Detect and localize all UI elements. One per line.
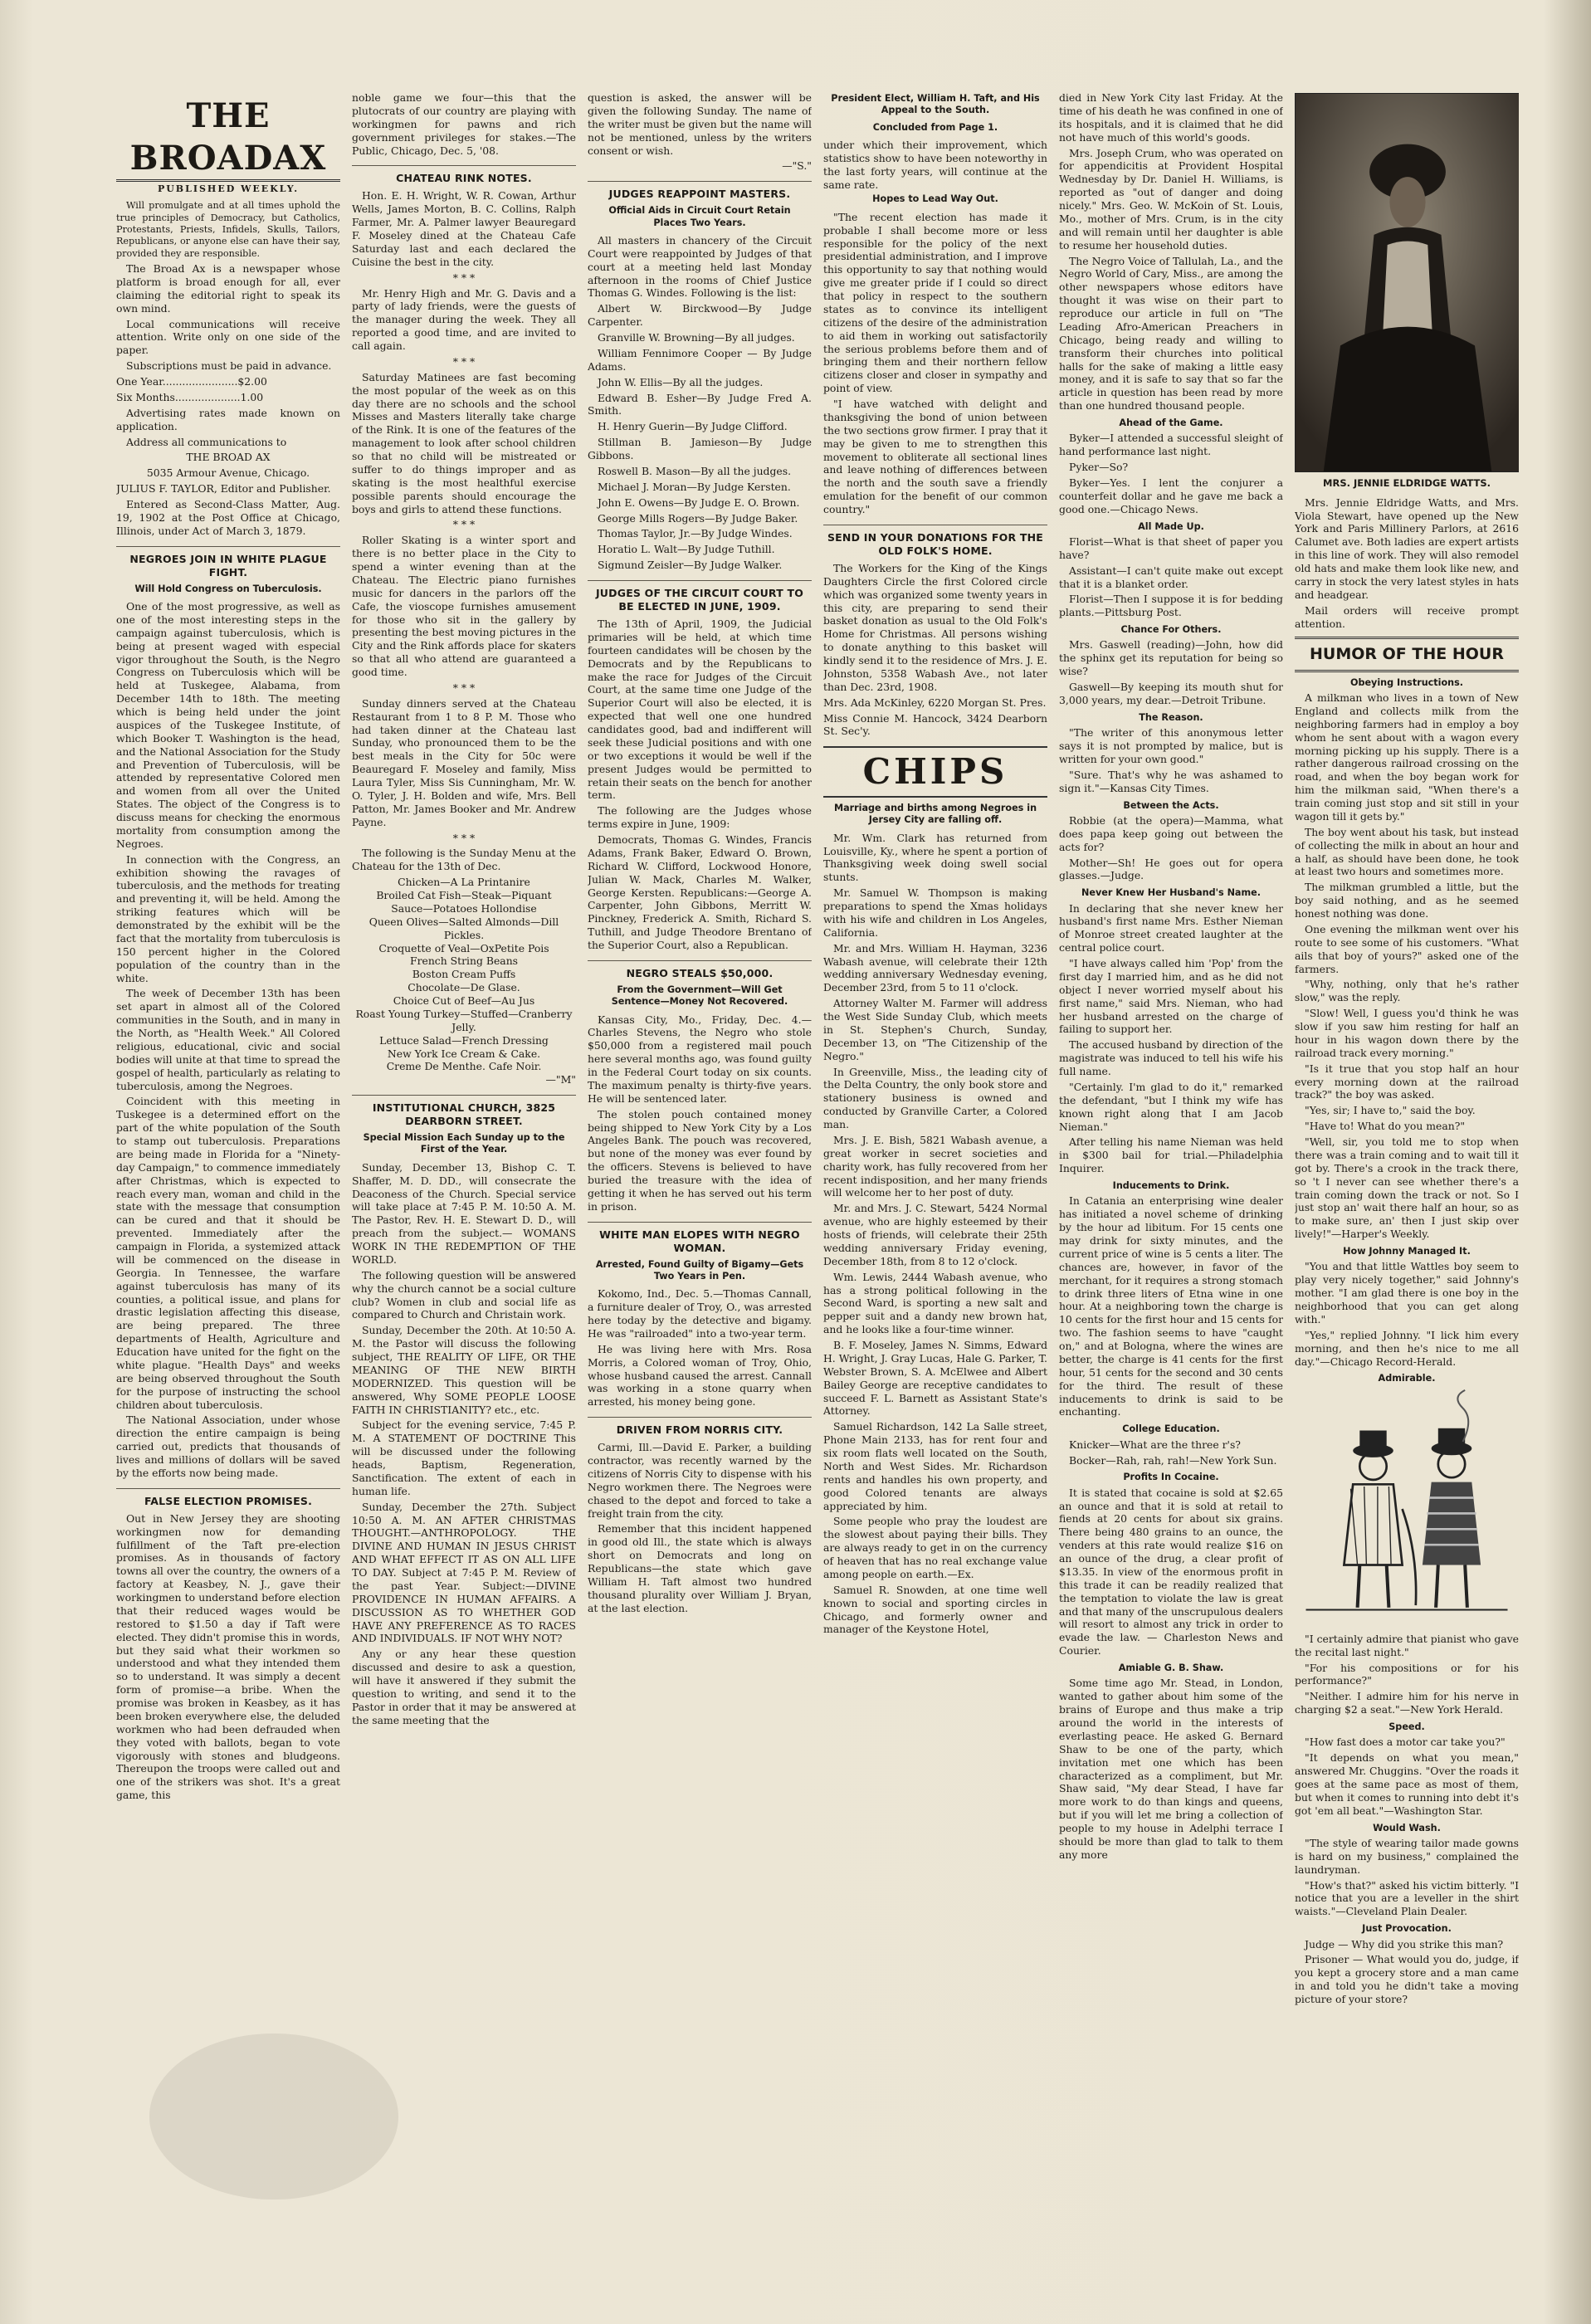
item-title: How Johnny Managed It. (1343, 1246, 1471, 1257)
menu-item: Broiled Cat Fish—Steak—Piquant (376, 889, 552, 901)
paragraph: Gaswell—By keeping its mouth shut for 3,000 years, my dear.—Detroit Tribune. (1059, 681, 1283, 706)
article-subhead: Official Aids in Circuit Court Retain Places Two Years. (608, 205, 791, 228)
columns (116, 91, 1519, 2299)
paragraph: The week of December 13th has been set apart in almost all of the Colored communities in the South, and in many in the North, as "Health Week." All Colored religious, educational, civic and social bodies will unite at that time to spread the gospel of health, particularly as relating to tuberculosis, among the Negroes. (116, 987, 340, 1092)
paragraph: "I have always called him 'Pop' from the first day I married him, and as he did not object I never worried myself about his first name," said Mrs. Nieman, who had her husband arrested on the charge of failing to support her. (1059, 957, 1283, 1036)
item-title: Speed. (1388, 1721, 1425, 1733)
paragraph: Address all communications to (126, 435, 287, 448)
paragraph: William Fennimore Cooper — By Judge Adams. (588, 346, 812, 373)
paragraph: Carmi, Ill.—David E. Parker, a building contractor, was recently warned by the citizens of Norris City to dispense with his Negro workmen there. The Negroes were chased to the depot and forced to take a freight train from the city. (588, 1441, 812, 1520)
article-headline: NEGROES JOIN IN WHITE PLAGUE FIGHT. (116, 546, 340, 579)
column-3-body (588, 91, 812, 1615)
paragraph: "Is it true that you stop half an hour every morning down at the railroad track?" the boy was asked. (1295, 1062, 1519, 1101)
article-subhead: Will Hold Congress on Tuberculosis. (134, 583, 322, 594)
paragraph: Kansas City, Mo., Friday, Dec. 4.—Charles Stevens, the Negro who stole $50,000 from a registered mail pouch here several months ago, was found guilty in the Federal Court today on six counts. The maximum penalty is thirty-five years. He will be sentenced later. (588, 1013, 812, 1105)
paragraph: question is asked, the answer will be given the following Sunday. The name of the writer must be given but the name will not be mentioned, unless by the writers consent or wish. (588, 91, 812, 157)
paragraph: Mr. and Mrs. William H. Hayman, 3236 Wabash avenue, will celebrate their 12th wedding anniversary Wednesday evening, December 23rd, from 5 to 11 o'clock. (823, 941, 1047, 994)
paragraph: Granville W. Browning—By all judges. (598, 331, 795, 344)
paragraph: Mail orders will receive prompt attention. (1295, 603, 1519, 630)
column-6-body (1295, 93, 1519, 2006)
paragraph: Wm. Lewis, 2444 Wabash avenue, who has a strong political following in the Second Ward, is sporting a new salt and pepper suit and a dandy new brown hat, and he looks like a four-time winner. (823, 1270, 1047, 1336)
item-title: Would Wash. (1373, 1822, 1441, 1833)
paragraph: Florist—What is that sheet of paper you have? (1059, 535, 1283, 561)
column-5-body (1059, 91, 1283, 1862)
paragraph: JULIUS F. TAYLOR, Editor and Publisher. (116, 482, 331, 496)
paragraph: The stolen pouch contained money being shipped to New York City by a Los Angeles Bank. The pouch was recovered, but none of the money was ever found by the officers. Stevens is believed to have buried the treasure with the idea of getting it when he has served out his term in prison. (588, 1107, 812, 1213)
paragraph: The boy went about his task, but instead of collecting the milk in about an hour and a half, as should have been done, he took at least two hours and sometimes more. (1295, 825, 1519, 878)
paragraph: "I have watched with delight and thanksgiving the bond of union between the two sections grow firmer. I pray that it may be given to me to strengthen this movement to obliterate all sectional lines and leave nothing of differences between the north and the south save a friendly emulation for the benefit of our common country." (823, 398, 1047, 516)
centered-line: * * * (452, 518, 476, 531)
article-headline: FALSE ELECTION PROMISES. (116, 1488, 340, 1508)
paragraph: "How's that?" asked his victim bitterly. "I notice that you are a leveller in the shirt waists."—Cleveland Plain Dealer. (1295, 1878, 1519, 1918)
article-headline: JUDGES OF THE CIRCUIT COURT TO BE ELECTED IN JUNE, 1909. (588, 580, 812, 613)
paragraph: "The writer of this anonymous letter says it is not prompted by malice, but is written for your own good." (1059, 726, 1283, 765)
article-subhead: Concluded from Page 1. (872, 121, 998, 133)
paragraph: Miss Connie M. Hancock, 3424 Dearborn St. Sec'y. (823, 711, 1047, 738)
masthead-title: THE BROADAX (116, 95, 340, 182)
paragraph: Mr. Samuel W. Thompson is making preparations to spend the Xmas holidays with his wife and children in Los Angeles, California. (823, 886, 1047, 939)
paragraph: "Slow! Well, I guess you'd think he was slow if you saw him resting for half an hour in his wagon down there by the railroad track every morning." (1295, 1007, 1519, 1059)
paragraph: Robbie (at the opera)—Mamma, what does papa keep going out between the acts for? (1059, 813, 1283, 853)
paragraph: "The recent election has made it probable I shall become more or less responsible for the policy of the next presidential administration, and I improve this opportunity to say that nothing would give me greater pride if I could so direct that policy in respect to the southern states as to convince its intelligent citizens of the desire of the administration to aid them in working out satisfactorily the serious problems before them and of bringing them and their northern fellow citizens closer and closer in sympathy and point of view. (823, 210, 1047, 395)
item-title: Between the Acts. (1123, 799, 1219, 811)
article-headline: JUDGES REAPPOINT MASTERS. (588, 181, 812, 201)
paragraph: The Workers for the King of the Kings Daughters Circle the first Colored circle which was organized some twenty years in this city, are preparing to send their basket donation as usual to the Old Folk's Home for Christmas. All persons wishing to donate anything to this basket will kindly send it to the residence of Mrs. J. E. Johnston, 5358 Wabash Ave., not later than Dec. 23rd, 1908. (823, 561, 1047, 693)
paragraph: Sunday, December 13, Bishop C. T. Shaffer, M. D. DD., will consecrate the Deaconess of the Church. Special service will take place at 7:45 P. M. 10:50 A. M. The Pastor, Rev. H. E. Stewart D. D., will preach from the subject.— WOMANS WORK IN THE REDEMPTION OF THE WORLD. (352, 1160, 576, 1266)
paragraph: "The style of wearing tailor made gowns is hard on my business," complained the laundryman. (1295, 1836, 1519, 1876)
paragraph: John W. Ellis—By all the judges. (598, 375, 764, 388)
article-subhead: From the Government—Will Get Sentence—Money Not Recovered. (611, 984, 788, 1008)
menu-item: New York Ice Cream & Cake. (387, 1047, 541, 1060)
photo-caption: MRS. JENNIE ELDRIDGE WATTS. (1323, 477, 1491, 489)
item-title: Amiable G. B. Shaw. (1118, 1662, 1224, 1674)
paragraph: under which their improvement, which statistics show to have been noteworthy in the last forty years, will continue at the same rate. (823, 138, 1047, 191)
cartoon-illustration (1295, 1389, 1519, 1629)
paragraph: "I certainly admire that pianist who gave the recital last night." (1295, 1632, 1519, 1658)
article-headline: INSTITUTIONAL CHURCH, 3825 DEARBORN STREET. (352, 1095, 576, 1128)
item-title: Never Knew Her Husband's Name. (1081, 887, 1261, 899)
paragraph: Kokomo, Ind., Dec. 5.—Thomas Cannall, a furniture dealer of Troy, O., was arrested here today by the detective and bigamy. He was "railroaded" into a two-year term. (588, 1287, 812, 1340)
menu-item: Croquette of Veal—OxPetite Pois (378, 941, 549, 954)
menu-item: Queen Olives—Salted Almonds—Dill Pickles. (368, 915, 559, 941)
paragraph: Mr. Wm. Clark has returned from Louisville, Ky., where he spent a portion of Thanksgiving week doing swell social stunts. (823, 831, 1047, 884)
item-title: Obeying Instructions. (1349, 676, 1464, 688)
column-4-body (823, 93, 1047, 1636)
item-title: Profits In Cocaine. (1123, 1472, 1219, 1483)
article-headline: SEND IN YOUR DONATIONS FOR THE OLD FOLK'S HOME. (823, 525, 1047, 558)
article-headline: CHATEAU RINK NOTES. (352, 165, 576, 185)
paragraph: The following is the Sunday Menu at the Chateau for the 13th of Dec. (352, 847, 576, 873)
centered-line: 5035 Armour Avenue, Chicago. (146, 466, 310, 480)
menu-item: Boston Cream Puffs (412, 968, 516, 981)
menu-item: Roast Young Turkey—Stuffed—Cranberry Jelly. (355, 1007, 573, 1033)
paragraph: Coincident with this meeting in Tuskegee is a determined effort on the part of the white population of the South to stamp out tuberculosis. Preparations are being made in Florida for a "Ninety-day Campaign," to commence immediately after Christmas, which is expected to reach every man, woman and child in the state with the message that consumption can be cured and that it should be prevented. Immediately after the campaign in Florida, a systemized attack will be commenced on the disease in Georgia. In Tennessee, the warfare against tuberculosis has many of its counties, a political issue, and plans for drastic legislation affecting this disease, are being prepared. The three departments of Health, Agriculture and Education have united for the fight on the white plague. "Health Days" and weeks are being observed throughout the South for the purpose of instructing the school children about tuberculosis. (116, 1095, 340, 1411)
menu-item: Creme De Menthe. Cafe Noir. (386, 1060, 542, 1073)
paragraph: Knicker—What are the three r's? (1069, 1438, 1241, 1451)
portrait-photo (1295, 93, 1519, 472)
article-subhead: Hopes to Lead Way Out. (872, 193, 998, 205)
paragraph: "Certainly. I'm glad to do it," remarked the defendant, "but I think my wife has known right along that I am Jacob Nieman." (1059, 1080, 1283, 1133)
paragraph: Mrs. Gaswell (reading)—John, how did the sphinx get its reputation for being so wise? (1059, 638, 1283, 678)
paragraph: In Catania an enterprising wine dealer has initiated a novel scheme of drinking by the hour ad libitum. For 15 cents one may drink for sixty minutes, and the current price of wine is 5 cents a liter. The chances are, however, in favor of the merchant, for it requires a strong stomach to drink three liters of Etna wine in one hour. At a neighboring town the charge is 10 cents for the first hour and 15 cents for two. The fashion seems to have "caught on," and at Bologna, where the wines are better, the charge is 41 cents for the first hour, 51 cents for the second and 30 cents for the third. The result of these inducements to drink is said to be enchanting. (1059, 1194, 1283, 1418)
paragraph: Mrs. Ada McKinley, 6220 Morgan St. Pres. (823, 696, 1047, 709)
paragraph: The accused husband by direction of the magistrate was induced to tell his wife his full name. (1059, 1038, 1283, 1078)
paragraph: "Yes, sir; I have to," said the boy. (1305, 1104, 1476, 1117)
item-title: The Reason. (1139, 711, 1203, 723)
paragraph: George Mills Rogers—By Judge Baker. (598, 511, 798, 525)
item-title: Admirable. (1378, 1373, 1436, 1384)
article-subhead: Arrested, Found Guilty of Bigamy—Gets Two Years in Pen. (595, 1258, 804, 1282)
column-2 (352, 91, 576, 2299)
paragraph: Attorney Walter M. Farmer will address the West Side Sunday Club, which meets in St. Stephen's Church, Sunday, December 13, on "The Citizenship of the Negro." (823, 997, 1047, 1062)
paragraph: "Well, sir, you told me to stop when there was a train coming and to wait till it got by. There's a crook in the track there, so 't I never can see whether there's a train coming down the track or not. So I just stop an' wait there half an hour, so as to make sure, an' then I just skip over lively!"—Harper's Weekly. (1295, 1135, 1519, 1241)
paragraph: Prisoner — What would you do, judge, if you kept a grocery store and a man came in and told you he didn't take a moving picture of your store? (1295, 1953, 1519, 2005)
paragraph: "Sure. That's why he was ashamed to sign it."—Kansas City Times. (1059, 768, 1283, 794)
paragraph: In Greenville, Miss., the leading city of the Delta Country, the only book store and stationery business is owned and conducted by Granville Carter, a Colored man. (823, 1065, 1047, 1131)
article-headline: DRIVEN FROM NORRIS CITY. (588, 1417, 812, 1437)
paragraph: Thomas Taylor, Jr.—By Judge Windes. (598, 527, 793, 540)
paragraph: Mother—Sh! He goes out for opera glasses.—Judge. (1059, 856, 1283, 882)
centered-line: * * * (452, 354, 476, 368)
paragraph: Samuel Richardson, 142 La Salle street, Phone Main 2133, has for rent four and six room flats well located on the South, North and West Sides. Mr. Richardson rents and handles his own property, and good Colored tenants are always appreciated by him. (823, 1420, 1047, 1512)
humor-banner: HUMOR OF THE HOUR (1295, 637, 1519, 671)
paragraph: Subscriptions must be paid in advance. (126, 359, 332, 373)
paragraph: In connection with the Congress, an exhibition showing the ravages of tuberculosis, and the methods for treating and preventing it, will be held. Among the striking features which will be demonstrated by the exhibit will be the fact that the mortality from tuberculosis is 150 percent higher in the Colored population of the country than in the white. (116, 852, 340, 984)
centered-line: THE BROAD AX (186, 451, 271, 464)
paragraph: Judge — Why did you strike this man? (1305, 1937, 1504, 1950)
paragraph: Entered as Second-Class Matter, Aug. 19, 1902 at the Post Office at Chicago, Illinois, under Act of March 3, 1879. (116, 498, 340, 537)
paragraph: Advertising rates made known on application. (116, 406, 340, 432)
paragraph: "Yes," replied Johnny. "I lick him every morning, and then he's nice to me all day."—Chicago Record-Herald. (1295, 1328, 1519, 1368)
paragraph: Some time ago Mr. Stead, in London, wanted to gather about him some of the brains of Europe and thus make a trip around the world in the interests of everlasting peace. He asked G. Bernard Shaw to be one of the party, which invitation met one which has been characterized as a compliment, but Mr. Shaw said, "My dear Stead, I have far more work to do than kings and queens, but if you will let me bring a collection of people to my house in Adelphi terrace I should be more than glad to talk to them any more (1059, 1677, 1283, 1861)
paragraph: The National Association, under whose direction the entire campaign is being carried out, predicts that thousands of lives and millions of dollars will be saved by the efforts now being made. (116, 1413, 340, 1479)
paragraph: Sunday dinners served at the Chateau Restaurant from 1 to 8 P. M. Those who had taken dinner at the Chateau last Sunday, who pronounced them to be the best meals in the City for 50c were Beauregard F. Moseley and family, Miss Laura Tyler, Miss Sis Cunningham, Mr. W. O. Tyler, J. H. Bolden and wife, Mrs. Bell Patton, Mr. James Booker and Mr. Andrew Payne. (352, 696, 576, 828)
paragraph: He was living here with Mrs. Rosa Morris, a Colored woman of Troy, Ohio, whose husband caused the arrest. Cannall was working in a stone quarry when arrested, his money being gone. (588, 1342, 812, 1409)
paragraph: Michael J. Moran—By Judge Kersten. (598, 480, 791, 493)
paragraph: Some people who pray the loudest are the slowest about paying their bills. They are always ready to get in on the currency of heaven that has no real exchange value among people on earth.—Ex. (823, 1515, 1047, 1580)
paragraph: The 13th of April, 1909, the Judicial primaries will be held, at which time fourteen candidates will be chosen by the Democrats and by the Republicans to make the race for Judges of the Circuit Court, at the same time one Judge of the Superior Court will also be elected, it is expected that well one one hundred candidates good, bad and indifferent will seek these Judicial positions and with one or two exceptions it would be well if the present Judges would be permitted to retain their seats on the bench for another term. (588, 618, 812, 802)
menu-item: Chicken—A La Printanire (398, 876, 530, 889)
paragraph: Bocker—Rah, rah, rah!—New York Sun. (1069, 1453, 1277, 1467)
masthead-intro: Will promulgate and at all times uphold the true principles of Democracy, but Catholics, Protestants, Priests, Infidels, Skulls, Tailors, Republicans, or anyone else can have their say, provided they are responsible. (116, 200, 340, 259)
masthead-subtitle: PUBLISHED WEEKLY. (157, 183, 300, 195)
paragraph: "How fast does a motor car take you?" (1305, 1736, 1506, 1749)
paragraph: Horatio L. Walt—By Judge Tuthill. (598, 543, 775, 556)
paragraph: Sigmund Zeisler—By Judge Walker. (598, 559, 783, 572)
paragraph: Mrs. Jennie Eldridge Watts, and Mrs. Viola Stewart, have opened up the New York and Paris Millinery Parlors, at 2616 Calumet ave. Both ladies are expert artists in this line of work. They will also remodel old hats and make them look like new, and carry in stock the very latest styles in hats and headgear. (1295, 496, 1519, 601)
paragraph: Mr. and Mrs. J. C. Stewart, 5424 Normal avenue, who are highly esteemed by their hosts of friends, will celebrate their 25th wedding anniversary Friday evening, December 18th, from 8 to 12 o'clock. (823, 1202, 1047, 1267)
item-title: College Education. (1122, 1423, 1220, 1435)
paragraph: Democrats, Thomas G. Windes, Francis Adams, Frank Baker, Edward O. Brown, Richard W. Clifford, Lockwood Honore, Julian W. Mack, Charles M. Walker, George Kersten. Republicans:—George A. Carpenter, John Gibbons, Merritt W. Pinckney, Frederick A. Smith, Richard S. Tuthill, and Judge Theodore Brentano of the Superior Court, also a Republican. (588, 833, 812, 952)
paragraph: "Have to! What do you mean?" (1305, 1120, 1466, 1133)
article-subhead: Special Mission Each Sunday up to the First of the Year. (363, 1132, 565, 1155)
paragraph: Subject for the evening service, 7:45 P. M. A STATEMENT OF DOCTRINE This will be discussed under the following heads, Baptism, Regeneration, Sanctification. The extent of each in human life. (352, 1418, 576, 1497)
paragraph: It is stated that cocaine is sold at $2.65 an ounce and that it is sold at retail to fiends at 20 cents for about six grains. There being 480 grains to an ounce, the venders at this rate would realize $16 on an ounce of the drug, a clear profit of $13.35. In view of the enormous profit in this trade it can be readily realized that the temptation to violate the law is great and that many of the unscrupulous dealers will resort to almost any trick in order to evade the law. — Charleston News and Courier. (1059, 1486, 1283, 1658)
centered-line: * * * (452, 271, 476, 284)
article-subhead: President Elect, William H. Taft, and His Appeal to the South. (831, 93, 1040, 116)
paragraph: After telling his name Nieman was held in $300 bail for trial.—Philadelphia Inquirer. (1059, 1135, 1283, 1175)
centered-line: * * * (452, 831, 476, 844)
paragraph: All masters in chancery of the Circuit Court were reappointed by Judges of that court at a meeting held last Monday afternoon in the rooms of Chief Justice Thomas G. Windes. Following is the list: (588, 233, 812, 300)
signature: —"M" (545, 1073, 576, 1086)
column-3 (588, 91, 812, 2299)
paragraph: B. F. Moseley, James N. Simms, Edward H. Wright, J. Gray Lucas, Hale G. Parker, T. Webster Brown, S. A. McElwee and Albert Bailey George are receptive candidates to succeed F. L. Barnett as Assistant State's Attorney. (823, 1339, 1047, 1418)
paragraph: Sunday, December the 20th. At 10:50 A. M. the Pastor will discuss the following subject, THE REALITY OF LIFE, OR THE MEANING OF THE NEW BIRTH MODERNIZED. This question will be answered, Why SOME PEOPLE LOOSE FAITH IN CHRISTIANITY? etc., etc. (352, 1324, 576, 1416)
paragraph: Stillman B. Jamieson—By Judge Gibbons. (588, 436, 812, 462)
paragraph: Byker—I attended a successful sleight of hand performance last night. (1059, 432, 1283, 458)
item-title: All Made Up. (1138, 520, 1204, 532)
paragraph: noble game we four—this that the plutocrats of our country are playing with workingmen for pawns and rich government privileges for stakes.—The Public, Chicago, Dec. 5, '08. (352, 91, 576, 157)
paragraph: Mrs. J. E. Bish, 5821 Wabash avenue, a great worker in secret societies and charity work, has fully recovered from her recent indisposition, and her many friends will welcome her to her post of duty. (823, 1133, 1047, 1199)
paragraph: "For his compositions or for his performance?" (1295, 1661, 1519, 1687)
article-headline: NEGRO STEALS $50,000. (588, 960, 812, 980)
article-headline: WHITE MAN ELOPES WITH NEGRO WOMAN. (588, 1222, 812, 1255)
paragraph: In declaring that she never knew her husband's first name Mrs. Esther Nieman of Monroe street created laughter at the central police court. (1059, 901, 1283, 954)
menu-item: Lettuce Salad—French Dressing (379, 1033, 549, 1047)
paragraph: Mrs. Joseph Crum, who was operated on for appendicitis at Provident Hospital Wednesday by Dr. Daniel H. Williams, is reported as "out of danger and doing nicely." Mrs. Geo. W. McKoin of St. Louis, Mo., mother of Mrs. Crum, is in the city and will remain until her daughter is able to resume her household duties. (1059, 146, 1283, 251)
paragraph: died in New York City last Friday. At the time of his death he was confined in one of its hospitals, and it is claimed that he did not have much of this world's goods. (1059, 91, 1283, 144)
centered-line: * * * (452, 681, 476, 694)
paragraph: One Year.......................$2.00 (116, 375, 267, 388)
paragraph: Florist—Then I suppose it is for bedding plants.—Pittsburg Post. (1059, 593, 1283, 619)
paragraph: John E. Owens—By Judge E. O. Brown. (598, 496, 800, 509)
paragraph: One of the most progressive, as well as one of the most interesting steps in the campaign against tuberculosis, which is being at present waged with especial vigor throughout the South, is the Negro Congress on Tuberculosis which will be held at Tuskegee, Alabama, from December 14th to 18th. The meeting which is being held under the joint auspices of the Tuskegee Institute, of which Booker T. Washington is the head, and the National Association for the Study and Prevention of Tuberculosis, will be attended by representative Colored men and women from all over the United States. The object of the Congress is to discuss means for checking the enormous mortality from consumption among the Negroes. (116, 600, 340, 850)
column-4 (823, 91, 1047, 2299)
paragraph: Pyker—So? (1069, 461, 1129, 474)
column-5 (1059, 91, 1283, 2299)
menu-item: Sauce—Potatoes Hollondise (391, 901, 537, 915)
paragraph: Any or any hear these question discussed and desire to ask a question, will have it answered if they submit the question to writing, and send it to the Pastor in order that it may be answered at the same meeting that the (352, 1648, 576, 1726)
paragraph: "Why, nothing, only that he's rather slow," was the reply. (1295, 978, 1519, 1004)
paragraph: Roller Skating is a winter sport and there is no better place in the City to spend a winter evening than at the Chateau. The Electric piano furnishes music for dancers in the parlors off the Cafe, the vioscope furnishes amusement for those who sit in the gallery by presenting the best moving pictures in the City and the Rink affords place for skaters so that all who attend are guaranteed a good time. (352, 534, 576, 678)
signature: —"S." (782, 159, 812, 173)
paragraph: The Broad Ax is a newspaper whose platform is broad enough for all, ever claiming the editorial right to speak its own mind. (116, 262, 340, 315)
item-title: Chance For Others. (1120, 624, 1222, 636)
paragraph: Samuel R. Snowden, at one time well known to social and sporting circles in Chicago, and formerly owner and manager of the Keystone Hotel, (823, 1583, 1047, 1636)
menu-item: French String Beans (409, 954, 519, 968)
paragraph: A milkman who lives in a town of New England and collects milk from the neighboring farmers had in employ a boy whom he sent about with a wagon every morning picking up his supply. There is a rather dangerous railroad crossing on the road, and when the boy began work for him the milkman said, "When there's a train coming just stop and sit still in your wagon till it gets by." (1295, 691, 1519, 823)
chips-banner: CHIPS (823, 746, 1047, 798)
paragraph: The following question will be answered why the church cannot be a social culture club? Women in club and social life as compared to Church and Christain work. (352, 1268, 576, 1321)
paragraph: Six Months....................1.00 (116, 390, 264, 403)
item-title: Inducements to Drink. (1112, 1180, 1230, 1192)
paragraph: Remember that this incident happened in good old Ill., the state which is always short on Democrats and long on Republicans—the state which gave William H. Taft almost two hundred thousand plurality over William J. Bryan, at the last election. (588, 1522, 812, 1614)
paragraph: Albert W. Birckwood—By Judge Carpenter. (588, 302, 812, 329)
paragraph: "You and that little Wattles boy seem to play very nicely together," said Johnny's mother. "I am glad there is one boy in the neighborhood that you can get along with." (1295, 1260, 1519, 1326)
paragraph: The milkman grumbled a little, but the boy said nothing, and as he seemed honest nothing was done. (1295, 881, 1519, 920)
column-1 (116, 91, 340, 2299)
column-2-body (352, 91, 576, 1727)
paragraph: H. Henry Guerin—By Judge Clifford. (598, 420, 788, 433)
paragraph: One evening the milkman went over his route to see some of his customers. "What ails that boy of yours?" asked one of the farmers. (1295, 922, 1519, 975)
item-title: Ahead of the Game. (1119, 417, 1223, 428)
paragraph: "It depends on what you mean," answered Mr. Chuggins. "Over the roads it goes at the same pace as most of them, but when it comes to running into debt it's got 'em all beat."—Washington Star. (1295, 1751, 1519, 1817)
paragraph: "Neither. I admire him for his nerve in charging $2 a seat."—New York Herald. (1295, 1690, 1519, 1716)
menu-item: Choice Cut of Beef—Au Jus (393, 994, 535, 1007)
column-1-body (116, 262, 340, 1802)
menu-item: Chocolate—De Glase. (408, 981, 520, 994)
paragraph: The following are the Judges whose terms expire in June, 1909: (588, 804, 812, 831)
paragraph: Saturday Matinees are fast becoming the most popular of the week as on this day there are no schools and the school Misses and Masters literally take charge of the Rink. It is one of the features of the management to look after school children so that no child will be mistreated or suffer to do things improper and as skating is the most healthful exercise possible parents should encourage the boys and girls to attend these functions. (352, 370, 576, 515)
paragraph: Out in New Jersey they are shooting workingmen now for demanding fulfillment of the Taft pre-election promises. As in thousands of factory towns all over the country, the owners of a factory at Keasbey, N. J., gave their workingmen to understand before election that their reduced wages would be restored to $1.50 a day if Taft were elected. They didn't promise this in words, but they said what their workmen so understood and what they intended them so to understand. It was simply a decent form of promise—a bribe. When the promise was broken in Keasbey, as it has been broken everywhere else, the deluded workmen who had been defrauded when they voted with ballots, began to vote vigorously with stones and bludgeons. Thereupon the troops were called out and one of the strikers was shot. It's a great game, this (116, 1511, 340, 1802)
paragraph: Local communications will receive attention. Write only on one side of the paper. (116, 317, 340, 357)
column-6 (1295, 91, 1519, 2299)
paragraph: Roswell B. Mason—By all the judges. (598, 464, 792, 477)
paragraph: Sunday, December the 27th. Subject 10:50 A. M. AN AFTER CHRISTMAS THOUGHT.—ANTHROPOLOGY. THE DIVINE AND HUMAN IN JESUS CHRIST AND WHAT EFFECT IT AS ON ALL LIFE TO DAY. Subject at 7:45 P. M. Review of the past Year. Subject:—DIVINE PROVIDENCE IN HUMAN AFFAIRS. A DISCUSSION AS TO WHETHER GOD HAVE ANY PREFERENCE AS TO RACES AND INDIVIDUALS. IF NOT WHY NOT? (352, 1500, 576, 1645)
paragraph: Mr. Henry High and Mr. G. Davis and a party of lady friends, were the guests of the manager during the week. They all reported a good time, and are invited to call again. (352, 286, 576, 352)
paragraph: Hon. E. H. Wright, W. R. Cowan, Arthur Wells, James Morton, B. C. Collins, Ralph Farmer, Mr. A. Palmer lawyer Beauregard F. Moseley dined at the Chateau Cafe Saturday last and each declared the Cuisine the best in the city. (352, 189, 576, 268)
article-subhead: Marriage and births among Negroes in Jersey City are falling off. (833, 803, 1037, 826)
item-title: Just Provocation. (1362, 1923, 1452, 1935)
paragraph: Assistant—I can't quite make out except that it is a blanket order. (1059, 564, 1283, 590)
paragraph: Byker—Yes. I lent the conjurer a counterfeit dollar and he gave me back a good one.—Chicago News. (1059, 476, 1283, 515)
paragraph: The Negro Voice of Tallulah, La., and the Negro World of Cary, Miss., are among the other newspapers whose editors have thought it was wise on their part to reproduce our article in full on "The Leading Afro-American Preachers in Chicago, being ready and willing to transform their churches into political halls for the sake of making a little easy money, and it is safe to say that so far the article in question has been read by more than one hundred thousand people. (1059, 254, 1283, 413)
paragraph: Edward B. Esher—By Judge Fred A. Smith. (588, 391, 812, 417)
